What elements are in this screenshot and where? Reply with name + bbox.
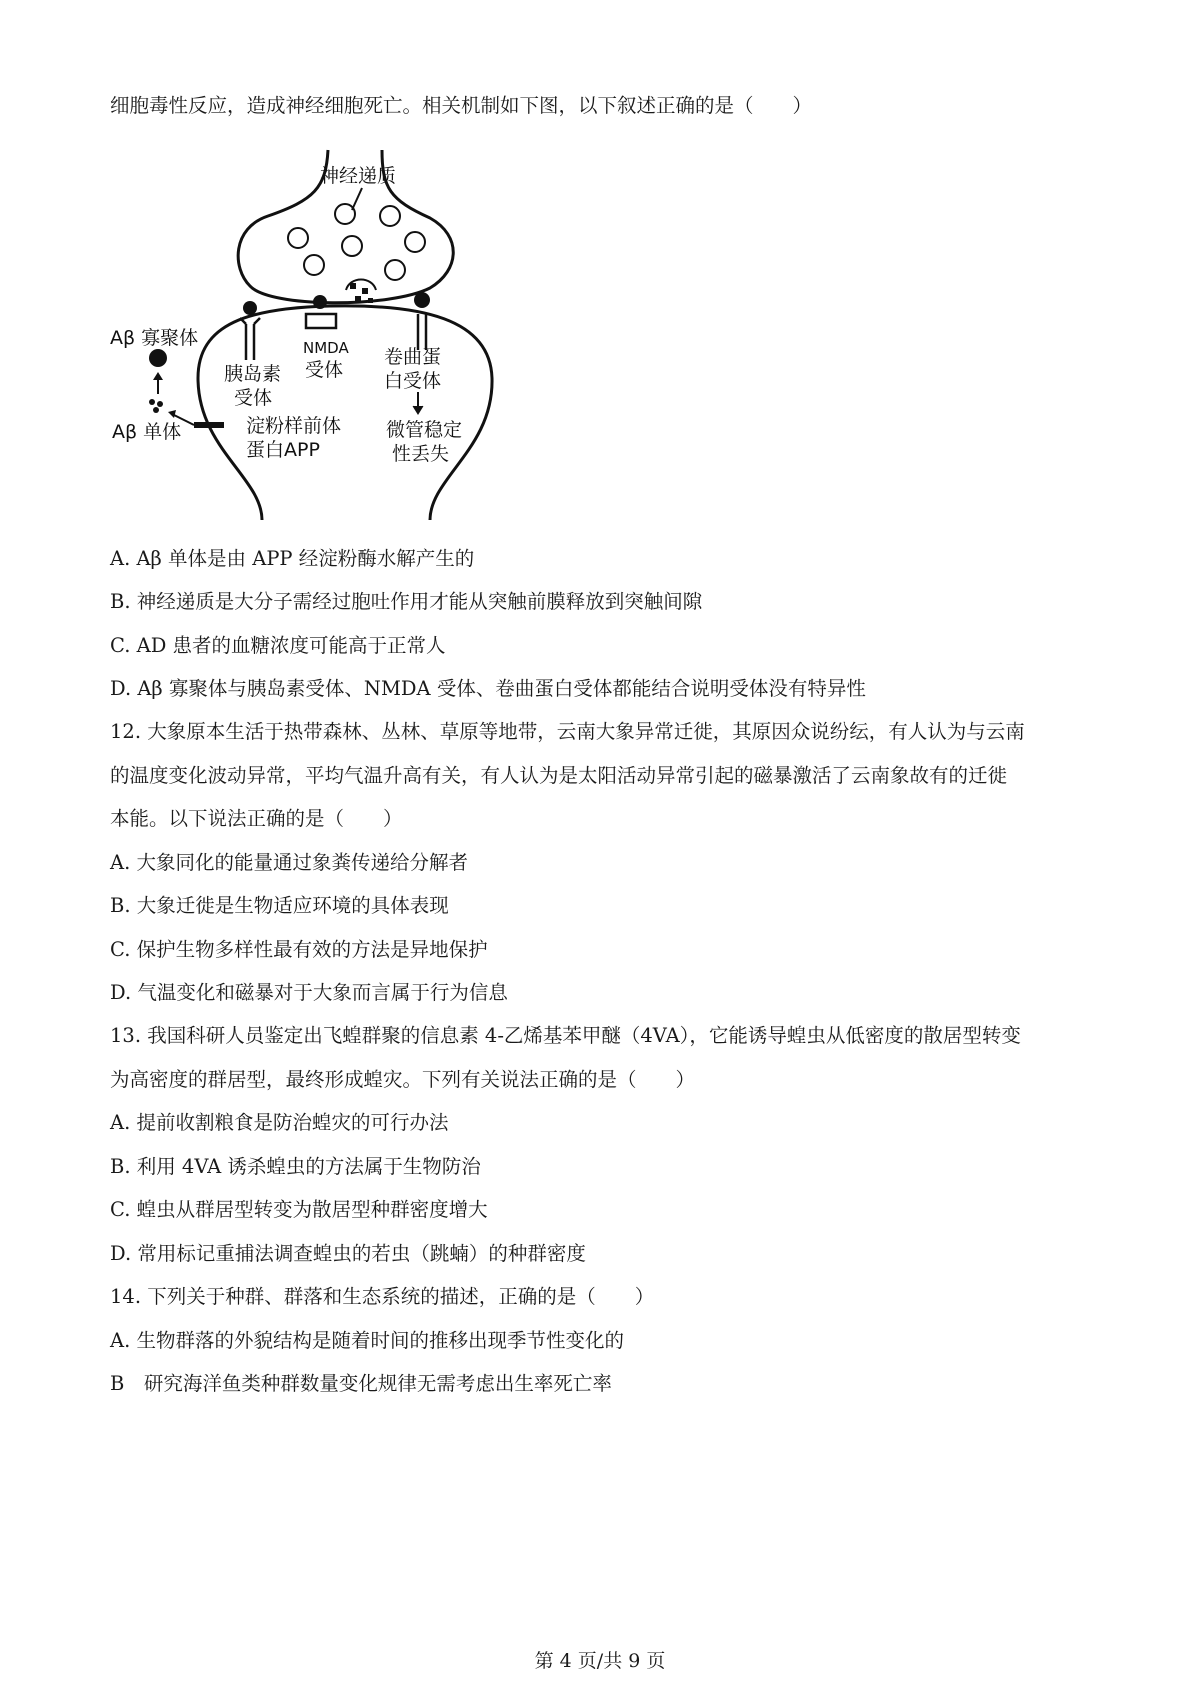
vesicle-group [288, 204, 425, 280]
app-label-2: 蛋白APP [246, 439, 320, 461]
nmda-receptor-label-2: 受体 [305, 359, 344, 381]
q13-option-d: D. 常用标记重捕法调查蝗虫的若虫（跳蝻）的种群密度 [110, 1242, 586, 1265]
abeta-bound-nmda-icon [313, 295, 327, 309]
abeta-oligomer-label: Aβ 寡聚体 [110, 327, 199, 349]
q12-stem-3: 本能。以下说法正确的是（ ） [110, 807, 403, 830]
abeta-bound-curly-icon [414, 292, 430, 308]
q11-option-b: B. 神经递质是大分子需经过胞吐作用才能从突触前膜释放到突触间隙 [110, 590, 703, 613]
abeta-oligomer-icon [149, 349, 167, 367]
q14-stem: 14. 下列关于种群、群落和生态系统的描述，正确的是（ ） [110, 1285, 655, 1308]
abeta-bound-insulin-icon [243, 301, 257, 315]
nmda-receptor-icon [306, 314, 336, 328]
curly-receptor-label-1: 卷曲蛋 [384, 346, 442, 368]
microtubule-label-2: 性丢失 [392, 443, 450, 465]
q13-option-a: A. 提前收割粮食是防治蝗灾的可行办法 [110, 1111, 449, 1134]
insulin-receptor-label-2: 受体 [234, 387, 273, 409]
released-neurotransmitter [350, 283, 373, 303]
curly-receptor-icon [418, 314, 426, 350]
q12-option-d: D. 气温变化和磁暴对于大象而言属于行为信息 [110, 981, 508, 1004]
postsynaptic-membrane [198, 306, 492, 520]
insulin-receptor-label-1: 胰岛素 [224, 363, 282, 385]
microtubule-label-1: 微管稳定 [386, 419, 463, 441]
q11-option-a: A. Aβ 单体是由 APP 经淀粉酶水解产生的 [110, 547, 475, 570]
nmda-receptor-label-1: NMDA [303, 339, 349, 357]
q12-stem-2: 的温度变化波动异常，平均气温升高有关，有人认为是太阳活动异常引起的磁暴激活了云南象故有的迁徙 [110, 764, 1008, 787]
intro-text-tail: 细胞毒性反应，造成神经细胞死亡。相关机制如下图，以下叙述正确的是（ ） [110, 94, 813, 117]
q13-option-b: B. 利用 4VA 诱杀蝗虫的方法属于生物防治 [110, 1155, 481, 1178]
q12-option-c: C. 保护生物多样性最有效的方法是异地保护 [110, 938, 488, 961]
insulin-receptor-icon [240, 318, 260, 360]
synapse-mechanism-diagram [100, 148, 560, 568]
q12-option-b: B. 大象迁徙是生物适应环境的具体表现 [110, 894, 449, 917]
q14-option-a: A. 生物群落的外貌结构是随着时间的推移出现季节性变化的 [110, 1329, 624, 1352]
abeta-monomer-icon [149, 399, 163, 413]
q14-option-b: B 研究海洋鱼类种群数量变化规律无需考虑出生率死亡率 [110, 1372, 612, 1395]
abeta-monomer-label: Aβ 单体 [112, 421, 182, 443]
neurotransmitter-label: 神经递质 [320, 165, 397, 187]
q12-option-a: A. 大象同化的能量通过象粪传递给分解者 [110, 851, 468, 874]
q11-option-d: D. Aβ 寡聚体与胰岛素受体、NMDA 受体、卷曲蛋白受体都能结合说明受体没有特异性 [110, 677, 866, 700]
q13-stem-2: 为高密度的群居型，最终形成蝗灾。下列有关说法正确的是（ ） [110, 1068, 696, 1091]
q13-option-c: C. 蝗虫从群居型转变为散居型种群密度增大 [110, 1198, 488, 1221]
q11-option-c: C. AD 患者的血糖浓度可能高于正常人 [110, 634, 446, 657]
page-footer: 第 4 页/共 9 页 [534, 1650, 666, 1672]
q12-stem-1: 12. 大象原本生活于热带森林、丛林、草原等地带，云南大象异常迁徙，其原因众说纷纭，有人认为与云南 [110, 720, 1025, 743]
app-label-1: 淀粉样前体 [246, 415, 342, 437]
q13-stem-1: 13. 我国科研人员鉴定出飞蝗群聚的信息素 4-乙烯基苯甲醚（4VA），它能诱导蝗虫从低密度的散居型转变 [110, 1024, 1021, 1047]
curly-receptor-label-2: 白受体 [384, 370, 442, 392]
app-membrane-icon [194, 422, 224, 428]
